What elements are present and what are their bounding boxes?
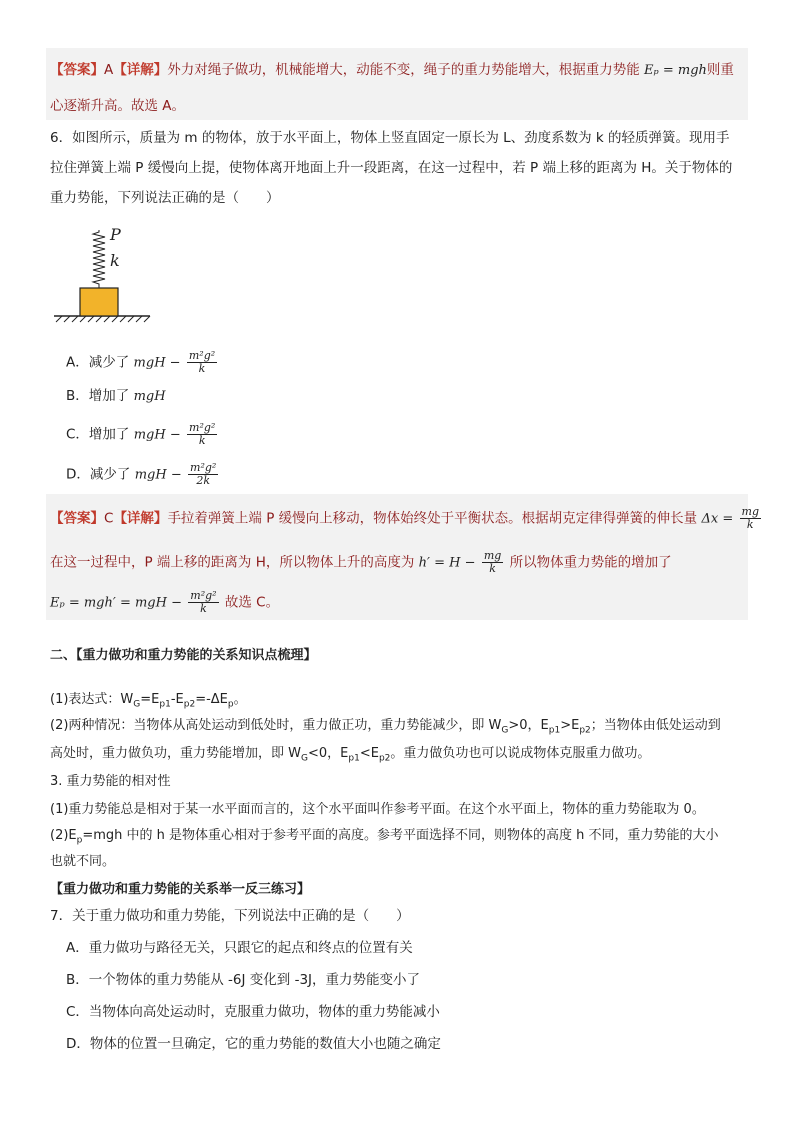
section2-p1: (1)表达式：$W_G=E_{p1}-E_{p2}=-\Delta E_p$。 <box>50 692 247 710</box>
label-k: k <box>110 251 120 270</box>
answer5-line1 <box>50 60 734 81</box>
answer5-text1: 外力对绳子做功，机械能增大，动能不变，绳子的重力势能增大，根据重力势能 <box>167 62 640 78</box>
answer5-detail-tag: 【详解】 <box>113 62 168 78</box>
q6-option-d-expr: mgH − <box>134 467 182 483</box>
section2-p5-line2: 也就不同。 <box>50 854 116 869</box>
answer6-h-expr: h′ = H − <box>418 555 476 571</box>
answer6-detail-tag: 【详解】 <box>113 510 168 527</box>
answer6-h-frac: $\frac{mg}{k}$ <box>483 549 502 575</box>
label-p: P <box>110 225 121 244</box>
practice-heading: 【重力做功和重力势能的关系举一反三练习】 <box>50 882 311 897</box>
q7-option-c[interactable]: C．当物体向高处运动时，克服重力做功，物体的重力势能减小 <box>66 1004 440 1020</box>
answer6-line1 <box>50 506 763 531</box>
q6-option-d-frac: $\frac{\text{m²g²}}{2k}$ <box>190 461 217 487</box>
answer6-dx-frac: $\frac{mg}{k}$ <box>741 505 759 531</box>
q6-option-a-frac: $\frac{\text{m²g²}}{k}$ <box>188 349 216 375</box>
answer5-letter: A <box>104 62 114 78</box>
answer6-dx: Δx = <box>701 511 734 527</box>
answer6-text4: 故选 C。 <box>224 594 280 611</box>
spring <box>93 230 105 288</box>
section2-p2-line1: (2)两种情况：当物体从高处运动到低处时，重力做正功，重力势能减少，即 $W_G>0$，$E_{p1}>E_{p2}$；当物体由低处运动到 <box>50 718 721 736</box>
answer6-text1: 手拉着弹簧上端 P 缓慢向上移动，物体始终处于平衡状态。根据胡克定律得弹簧的伸长量 <box>167 510 698 527</box>
q6-option-d-prefix: D．减少了 <box>66 466 131 483</box>
q6-option-c[interactable] <box>66 422 219 447</box>
answer6-ep-frac: $\frac{\text{m²g²}}{k}$ <box>190 589 217 615</box>
q6-option-d[interactable] <box>66 462 220 487</box>
spring-block-figure <box>50 224 160 324</box>
section2-p2-line2: 高处时，重力做负功，重力势能增加，即 $W_G<0$，$E_{p1}<E_{p2}$。重力做负功也可以说成物体克服重力做功。 <box>50 746 651 764</box>
q7-option-b[interactable]: B．一个物体的重力势能从 -6J 变化到 -3J，重力势能变小了 <box>66 972 421 988</box>
answer6-letter: C <box>104 510 114 527</box>
answer6-line3 <box>50 590 279 615</box>
q6-option-a[interactable] <box>66 350 219 375</box>
q6-line3: 重力势能，下列说法正确的是（ ） <box>50 190 280 206</box>
section2-p4: (1)重力势能总是相对于某一水平面而言的，这个水平面叫作参考平面。在这个水平面上，物体的重力势能取为 0。 <box>50 802 705 817</box>
answer6-ep-expr: Eₚ = mgh′ = mgH − <box>50 595 182 611</box>
q6-option-a-prefix: A．减少了 <box>66 354 130 371</box>
answer6-line2 <box>50 550 672 575</box>
q6-line1: 6．如图所示，质量为 m 的物体，放于水平面上，物体上竖直固定一原长为 L、劲度系数为 k 的轻质弹簧。现用手 <box>50 130 730 146</box>
q6-option-b-prefix: B．增加了 <box>66 388 130 404</box>
answer6-tag: 【答案】 <box>50 510 104 527</box>
section2-p3: 3. 重力势能的相对性 <box>50 774 171 789</box>
q6-option-c-prefix: C．增加了 <box>66 426 130 443</box>
answer5-text2: 则重 <box>706 62 734 78</box>
q7-option-d[interactable]: D．物体的位置一旦确定，它的重力势能的数值大小也随之确定 <box>66 1036 441 1052</box>
section2-p5-line1: $(2)E_p=mgh$ 中的 h 是物体重心相对于参考平面的高度。参考平面选择不同，则物体的高度 h 不同，重力势能的大小 <box>50 828 719 846</box>
q6-option-b[interactable] <box>66 386 166 407</box>
q6-option-a-expr: mgH − <box>133 355 181 371</box>
q6-line2: 拉住弹簧上端 P 缓慢向上提，使物体离开地面上升一段距离，在这一过程中，若 P 端上移的距离为 H。关于物体的 <box>50 160 733 176</box>
answer5-tag: 【答案】 <box>50 62 104 78</box>
answer5-formula: Eₚ = mgh <box>644 63 707 78</box>
answer6-text2: 在这一过程中，P 端上移的距离为 H，所以物体上升的高度为 <box>50 554 415 571</box>
q6-option-c-expr: mgH − <box>133 427 181 443</box>
ground-hatch <box>56 316 150 322</box>
q6-option-c-frac: $\frac{\text{m²g²}}{k}$ <box>189 421 216 447</box>
q6-option-b-expr: mgH <box>133 389 166 404</box>
block <box>80 288 118 316</box>
q7-option-a[interactable]: A．重力做功与路径无关，只跟它的起点和终点的位置有关 <box>66 940 413 956</box>
section2-heading: 二、【重力做功和重力势能的关系知识点梳理】 <box>50 648 317 663</box>
q7-stem: 7．关于重力做功和重力势能，下列说法中正确的是（ ） <box>50 908 410 924</box>
answer5-line2: 心逐渐升高。故选 A。 <box>50 98 186 114</box>
answer6-text3: 所以物体重力势能的增加了 <box>509 554 672 571</box>
